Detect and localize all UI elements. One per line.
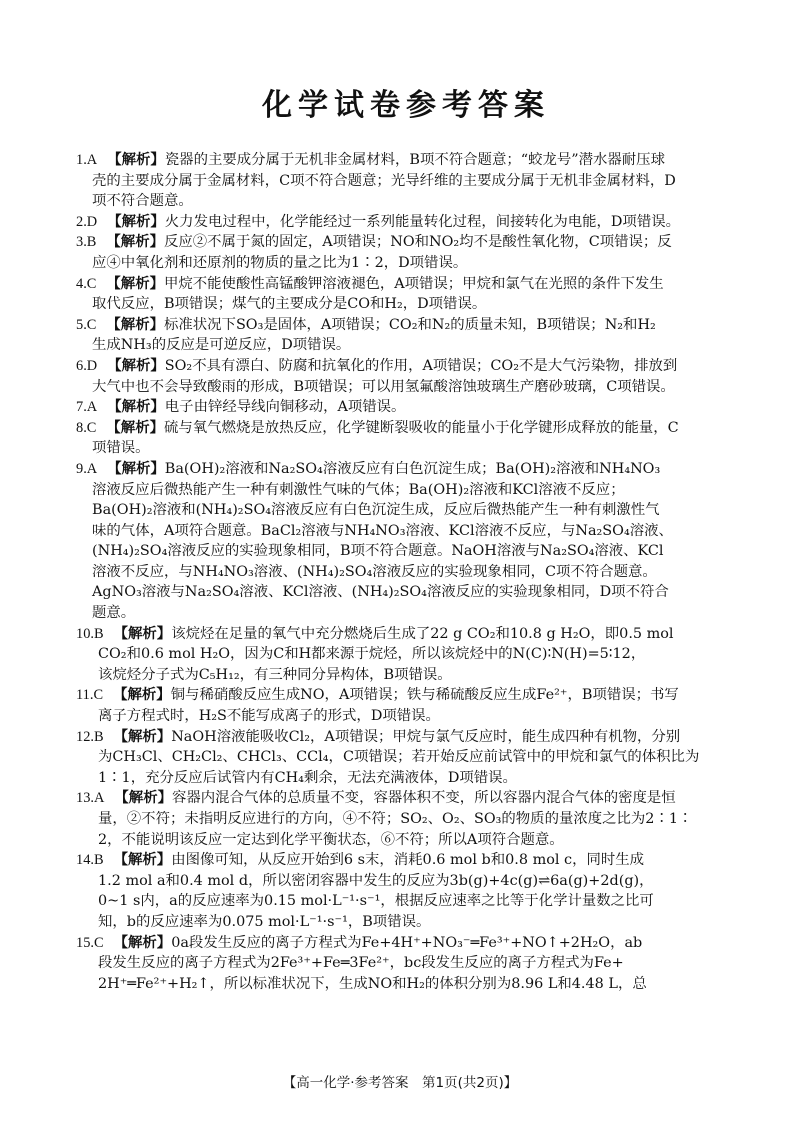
answer-choice: A — [86, 152, 98, 168]
analysis-text-line: 离子方程式时，H₂S不能写成离子的形式，D项错误。 — [98, 708, 440, 725]
answer-number: 13. — [76, 790, 94, 807]
analysis-text-line: AgNO₃溶液与Na₂SO₄溶液、KCl溶液、(NH₄)₂SO₄溶液反应的实验现象相同，D项不符合 — [92, 584, 669, 601]
answer-choice: B — [94, 852, 104, 869]
analysis-text-line: 应④中氧化剂和还原剂的物质的量之比为1∶2，D项错误。 — [92, 254, 468, 271]
analysis-tag: 【解析】 — [107, 152, 165, 168]
analysis-tag: 【解析】 — [107, 399, 165, 416]
answer-item — [76, 418, 736, 459]
analysis-text-line: 0~1 s内，a的反应速率为0.15 mol·L⁻¹·s⁻¹，根据反应速率之比等于化学计量数之比可 — [98, 893, 654, 910]
answer-choice: B — [94, 625, 104, 642]
answer-number: 8. — [76, 419, 87, 436]
analysis-tag: 【解析】 — [107, 357, 165, 374]
analysis-text-line: 项不符合题意。 — [92, 193, 193, 210]
analysis-text-line: 取代反应，B项错误；煤气的主要成分是CO和H₂，D项错误。 — [92, 296, 487, 313]
answer-choice: C — [86, 275, 97, 292]
analysis-text-line: 0a段发生反应的离子方程式为Fe+4H⁺+NO₃⁻═Fe³⁺+NO↑+2H₂O，ab — [171, 934, 643, 951]
answer-choice: D — [86, 213, 98, 230]
analysis-text-line: 由图像可知，从反应开始到6 s末，消耗0.6 mol b和0.8 mol c，同时生成 — [171, 852, 645, 869]
answer-number: 5. — [76, 316, 87, 333]
answer-item — [76, 459, 736, 624]
analysis-tag: 【解析】 — [107, 213, 165, 230]
analysis-text-line: 溶液不反应，与NH₄NO₃溶液、(NH₄)₂SO₄溶液反应的实验现象相同，C项不符合题意。 — [92, 563, 657, 580]
answer-choice: C — [86, 316, 97, 333]
analysis-text-line: CO₂和0.6 mol H₂O，因为C和H都来源于烷烃，所以该烷烃中的N(C)∶N(H)=5∶12， — [98, 646, 646, 663]
page-title: 化学试卷参考答案 — [262, 88, 550, 123]
answer-item — [76, 685, 736, 726]
analysis-tag: 【解析】 — [106, 275, 164, 292]
analysis-text-line: 电子由锌经导线向铜移动，A项错误。 — [164, 399, 406, 416]
answer-item — [76, 933, 736, 995]
analysis-tag: 【解析】 — [113, 852, 172, 869]
analysis-text-line: 容器内混合气体的总质量不变，容器体积不变，所以容器内混合气体的密度是恒 — [171, 790, 676, 807]
analysis-text-line: 大气中也不会导致酸雨的形成，B项错误；可以用氢氟酸溶蚀玻璃生产磨砂玻璃，C项错误。 — [92, 378, 675, 395]
analysis-tag: 【解析】 — [113, 728, 172, 745]
analysis-tag: 【解析】 — [106, 234, 164, 251]
analysis-text-line: 甲烷不能使酸性高锰酸钾溶液褪色，A项错误；甲烷和氯气在光照的条件下发生 — [163, 275, 664, 292]
analysis-tag: 【解析】 — [113, 687, 171, 704]
analysis-text-line: 生成NH₃的反应是可逆反应，D项错误。 — [92, 337, 351, 354]
answer-choice: D — [86, 357, 98, 374]
analysis-text-line: 2H⁺═Fe²⁺+H₂↑，所以标准状况下，生成NO和H₂的体积分别为8.96 L和4.48 L，总 — [98, 975, 647, 992]
answer-choice: A — [86, 399, 98, 416]
analysis-text-line: 标准状况下SO₃是固体，A项错误；CO₂和N₂的质量未知，B项错误；N₂和H₂ — [163, 316, 656, 333]
analysis-tag: 【解析】 — [114, 790, 172, 807]
answer-number: 9. — [76, 460, 87, 477]
answer-number: 4. — [76, 275, 87, 292]
analysis-text-line: 壳的主要成分属于金属材料，C项不符合题意；光导纤维的主要成分属于无机非金属材料，D — [92, 172, 676, 189]
answer-choice: A — [86, 460, 98, 477]
analysis-text-line: 题意。 — [92, 605, 136, 622]
analysis-text-line: 味的气体，A项符合题意。BaCl₂溶液与NH₄NO₃溶液、KCl溶液不反应，与Na₂SO₄溶液、 — [92, 522, 673, 539]
answer-item — [76, 274, 736, 315]
analysis-text-line: 1.2 mol a和0.4 mol d，所以密闭容器中发生的反应为3b(g)+4c(g)⇌6a(g)+2d(g)， — [98, 872, 654, 889]
answer-number: 11. — [76, 687, 94, 704]
answer-choice: B — [86, 234, 97, 251]
answer-item — [76, 624, 736, 686]
answer-item — [76, 850, 736, 932]
analysis-text-line: Ba(OH)₂溶液和(NH₄)₂SO₄溶液反应有白色沉淀生成，反应后微热能产生一种有刺激性气 — [92, 502, 660, 519]
analysis-text-line: 项错误。 — [92, 440, 150, 457]
analysis-text-line: 该烷烃在足量的氧气中充分燃烧后生成了22 g CO₂和10.8 g H₂O，即0.5 mol — [171, 625, 674, 642]
answer-choice: B — [94, 728, 104, 745]
analysis-text-line: 铜与稀硝酸反应生成NO，A项错误；铁与稀硫酸反应生成Fe²⁺，B项错误；书写 — [170, 687, 679, 704]
answer-item — [76, 356, 736, 397]
answer-item — [76, 150, 736, 212]
analysis-text-line: 1∶1，充分反应后试管内有CH₄剩余，无法充满液体，D项错误。 — [98, 769, 517, 786]
answer-item — [76, 315, 736, 356]
answer-number: 6. — [76, 357, 87, 374]
analysis-text-line: (NH₄)₂SO₄溶液反应的实验现象相同，B项不符合题意。NaOH溶液与Na₂SO₄溶液、KCl — [92, 543, 664, 560]
answer-list — [76, 150, 736, 994]
answer-number: 12. — [76, 728, 94, 745]
answer-item — [76, 397, 736, 418]
analysis-tag: 【解析】 — [113, 625, 172, 642]
answer-number: 7. — [76, 399, 87, 416]
analysis-text-line: 知，b的反应速率为0.075 mol·L⁻¹·s⁻¹，B项错误。 — [98, 913, 431, 930]
analysis-tag: 【解析】 — [113, 934, 172, 951]
answer-item — [76, 212, 736, 233]
analysis-tag: 【解析】 — [106, 419, 164, 436]
analysis-text-line: 火力发电过程中，化学能经过一系列能量转化过程，间接转化为电能，D项错误。 — [164, 213, 680, 230]
analysis-text-line: 硫与氧气燃烧是放热反应，化学键断裂吸收的能量小于化学键形成释放的能量，C — [163, 419, 679, 436]
analysis-tag: 【解析】 — [106, 316, 164, 333]
analysis-text-line: SO₂不具有漂白、防腐和抗氧化的作用，A项错误；CO₂不是大气污染物，排放到 — [164, 357, 678, 374]
answer-choice: C — [93, 687, 104, 704]
answer-number: 10. — [76, 625, 94, 642]
analysis-text-line: 瓷器的主要成分属于无机非金属材料，B项不符合题意；“蛟龙号”潜水器耐压球 — [164, 152, 665, 168]
analysis-text-line: 该烷烃分子式为C₅H₁₂，有三种同分异构体，B项错误。 — [98, 666, 452, 683]
analysis-text-line: 为CH₃Cl、CH₂Cl₂、CHCl₃、CCl₄，C项错误；若开始反应前试管中的甲烷和氯气的体积比为 — [98, 749, 700, 766]
analysis-text-line: 量，②不符；未指明反应进行的方向，④不符；SO₂、O₂、SO₃的物质的量浓度之比为2∶1∶ — [98, 811, 693, 827]
answer-number: 3. — [76, 234, 87, 251]
answer-item — [76, 727, 736, 789]
analysis-text-line: Ba(OH)₂溶液和Na₂SO₄溶液反应有白色沉淀生成；Ba(OH)₂溶液和NH₄NO₃ — [164, 460, 661, 477]
answer-number: 15. — [76, 934, 94, 951]
analysis-text-line: 2，不能说明该反应一定达到化学平衡状态，⑥不符；所以A项符合题意。 — [98, 831, 564, 848]
answer-number: 14. — [76, 852, 94, 869]
answer-item — [76, 788, 736, 850]
answer-number: 1. — [76, 152, 87, 168]
answer-number: 2. — [76, 213, 87, 230]
answer-choice: C — [86, 419, 97, 436]
analysis-text-line: 段发生反应的离子方程式为2Fe³⁺+Fe═3Fe²⁺，bc段发生反应的离子方程式为Fe+ — [98, 955, 624, 972]
analysis-text-line: NaOH溶液能吸收Cl₂，A项错误；甲烷与氯气反应时，能生成四种有机物，分别 — [171, 728, 681, 745]
analysis-text-line: 溶液反应后微热能产生一种有刺激性气味的气体；Ba(OH)₂溶液和KCl溶液不反应； — [92, 481, 625, 498]
answer-item — [76, 232, 736, 273]
analysis-text-line: 反应②不属于氮的固定，A项错误；NO和NO₂均不是酸性氧化物，C项错误；反 — [163, 234, 672, 251]
answer-choice: A — [94, 790, 105, 807]
page-footer: 【高一化学·参考答案 第1页(共2页)】 — [282, 1075, 518, 1091]
answer-choice: C — [94, 934, 104, 951]
analysis-tag: 【解析】 — [107, 460, 165, 477]
